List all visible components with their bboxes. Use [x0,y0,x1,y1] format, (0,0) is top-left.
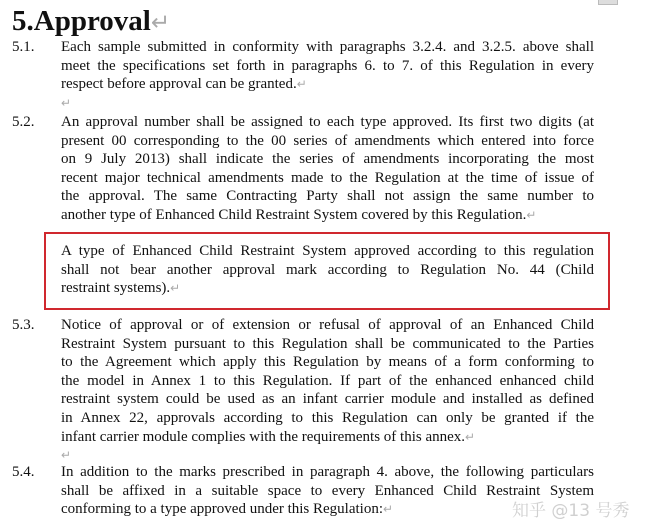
text-line-content: to the Agreement which apply this Regulation by means of a form conforming to [61,354,594,371]
text-line [61,500,393,519]
text-line-content: In addition to the marks prescribed in paragraph 4. above, the following particulars [61,464,594,480]
text-line-content: A type of Enhanced Child Restraint System approved according to this regulation [61,243,594,259]
paragraph-5-2 [12,113,594,225]
text-line-content: conforming to a type approved under this Regulation: [61,501,384,518]
paragraph-number: 5.4. [12,464,35,480]
paragraph-text [61,242,594,298]
heading-text: 5.Approval [12,5,151,37]
paragraph-number: 5.2. [12,114,35,130]
text-line [61,150,594,169]
text-line-content: restraint system could be used as an infant carrier module and installed as defined [61,391,594,408]
text-line [61,113,594,132]
text-line [61,57,594,76]
empty-paragraph-mark-icon: ↵ [61,448,72,462]
paragraph-mark-icon: ↵ [383,502,394,517]
text-line [61,409,594,428]
paragraph-mark-icon: ↵ [170,281,181,296]
text-line-content: An approval number shall be assigned to each type approved. Its first two digits (at [61,114,594,130]
text-line [61,372,594,391]
text-line-content: restraint systems). [61,280,171,297]
text-line [61,75,307,94]
text-line [61,169,594,188]
text-line [61,335,594,354]
paragraph-text [61,113,594,225]
paragraph-5-1 [12,38,594,94]
text-line-content: Each sample submitted in conformity with paragraphs 3.2.4. and 3.2.5. above shall [61,39,594,55]
paragraph-text [61,316,594,446]
paragraph-highlighted [12,242,594,298]
text-line-content: shall be affixed in a suitable space to every Enhanced Child Restraint System [61,482,594,499]
section-heading [12,4,170,40]
text-line-content: recent major technical amendments made to the Regulation at the time of issue of [61,169,594,186]
text-line [61,132,594,151]
text-line [61,261,594,280]
text-line [61,390,594,409]
paragraph-mark-icon: ↵ [150,10,171,36]
text-line [61,428,475,447]
text-line [61,482,594,501]
text-line-content: respect before approval can be granted. [61,76,297,93]
text-line-content: on 9 July 2013) shall indicate the series of amendments incorporating the most [61,151,594,168]
watermark: 知乎 @13 号秀 [512,501,630,521]
text-line-content: Notice of approval or of extension or refusal of approval of an Enhanced Child [61,317,594,333]
paragraph-mark-icon: ↵ [465,429,476,444]
paragraph-number: 5.1. [12,39,35,55]
text-line [61,38,594,57]
text-line [61,279,180,298]
empty-paragraph-mark-icon: ↵ [61,96,72,110]
text-line-content: Restraint System pursuant to this Regulation shall be communicated to the Parties [61,335,594,352]
text-line [61,206,536,225]
text-line-content: the approval. The same Contracting Party shall not assign the same number to [61,188,594,205]
text-line [61,242,594,261]
text-line-content: the model in Annex 1 to this Regulation. If part of the enhanced enhanced child [61,372,594,389]
text-line-content: meet the specifications set forth in paragraphs 6. to 7. of this Regulation in every [61,57,594,74]
text-line [61,187,594,206]
text-line-content: present 00 corresponding to the 00 series of amendments which entered into force [61,132,594,149]
paragraph-5-4 [12,463,594,519]
paragraph-mark-icon: ↵ [296,77,307,92]
text-line-content: another type of Enhanced Child Restraint System covered by this Regulation. [61,206,527,223]
text-line-content: infant carrier module complies with the requirements of this annex. [61,428,466,445]
text-line [61,316,594,335]
text-line-content: shall not bear another approval mark according to Regulation No. 44 (Child [61,261,594,278]
text-line-content: in Annex 22, approvals according to this Regulation can only be granted if the [61,409,594,426]
paragraph-mark-icon: ↵ [526,207,537,222]
text-line [61,463,594,482]
paragraph-5-3 [12,316,594,446]
text-line [61,353,594,372]
paragraph-text [61,38,594,94]
paragraph-number: 5.3. [12,317,35,333]
scrollbar-handle[interactable] [598,0,618,5]
